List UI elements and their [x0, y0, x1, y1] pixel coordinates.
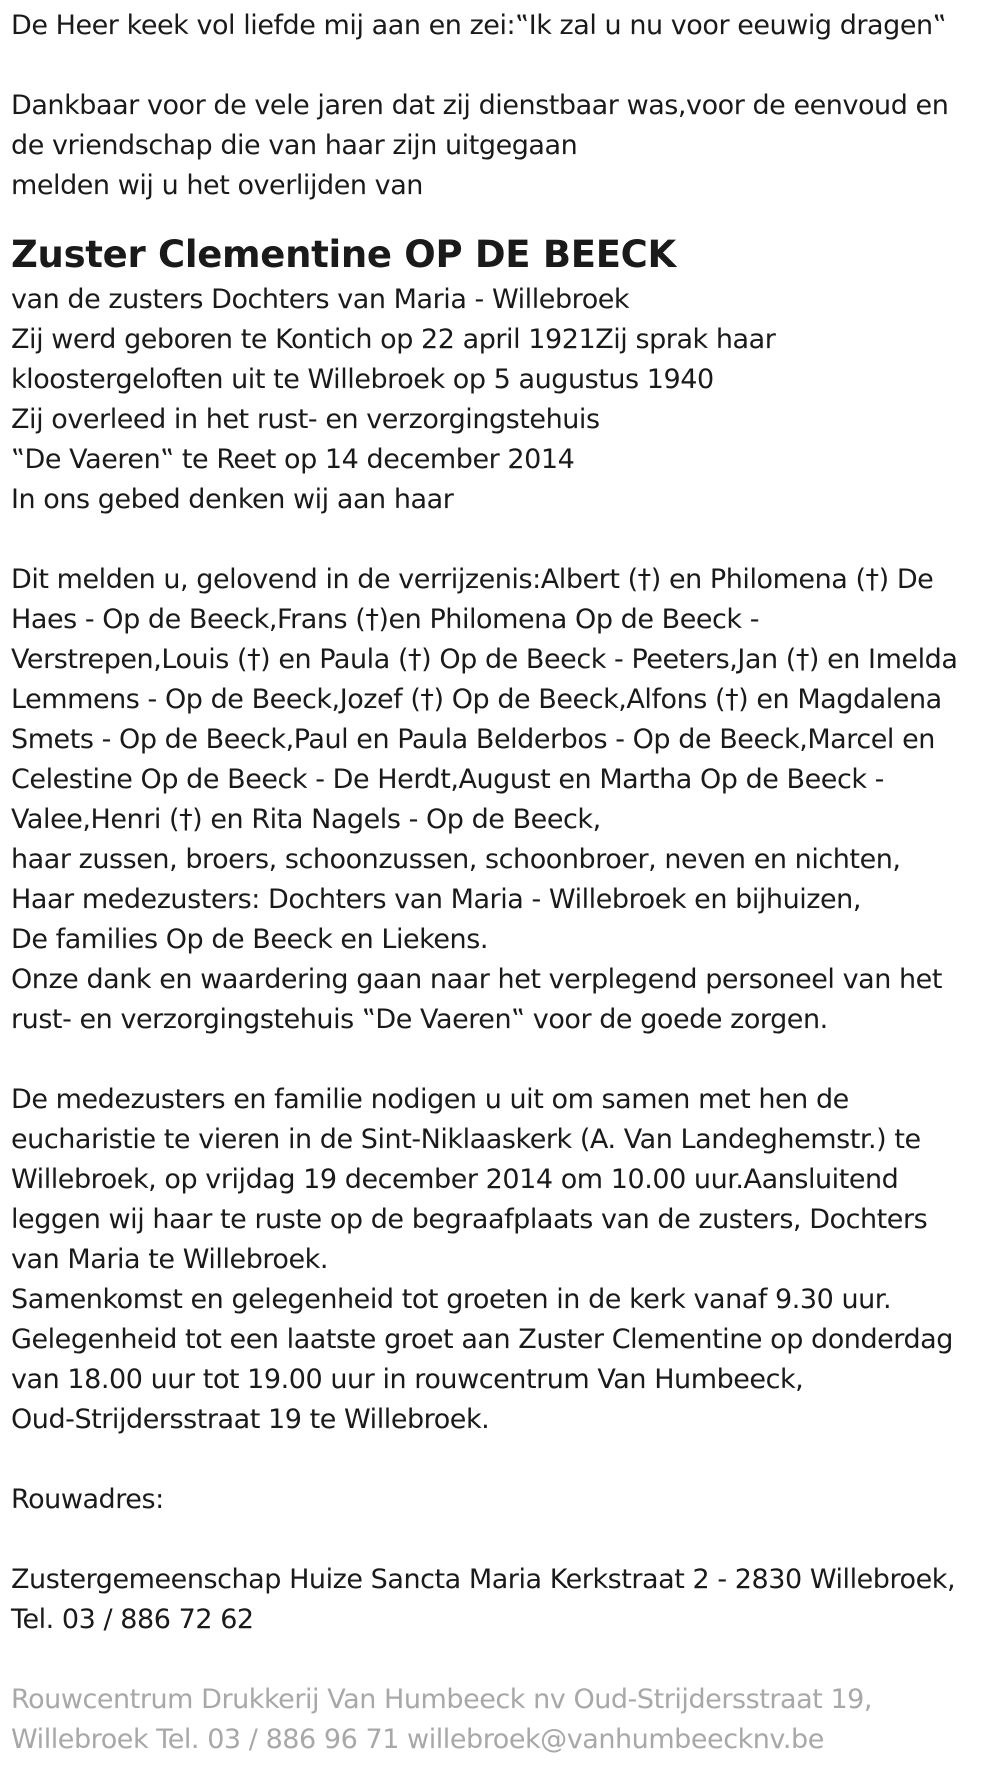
address-label: Rouwadres:	[11, 1484, 164, 1515]
address-section	[11, 1480, 996, 1680]
ceremony-line: Oud-Strijdersstraat 19 te Willebroek.	[11, 1404, 490, 1435]
deceased-detail-line: In ons gebed denken wij aan haar	[11, 484, 454, 515]
family-line: haar zussen, broers, schoonzussen, schoonbroer, neven en nichten,	[11, 844, 901, 875]
family-line: De families Op de Beeck en Liekens.	[11, 924, 488, 955]
ceremony-line: van Maria te Willebroek.	[11, 1244, 328, 1275]
family-line: Verstrepen,Louis (†) en Paula (†) Op de Beeck - Peeters,Jan (†) en Imelda	[11, 644, 958, 675]
ceremony-section	[11, 1080, 996, 1480]
deceased-section	[11, 230, 996, 560]
gratitude-line: de vriendschap die van haar zijn uitgegaan	[11, 130, 578, 161]
ceremony-line: Samenkomst en gelegenheid tot groeten in de kerk vanaf 9.30 uur.	[11, 1284, 892, 1315]
ceremony-line: De medezusters en familie nodigen u uit om samen met hen de	[11, 1084, 849, 1115]
obituary-notice	[11, 6, 996, 1760]
family-section	[11, 560, 996, 1080]
family-line: Haar medezusters: Dochters van Maria - Willebroek en bijhuizen,	[11, 884, 861, 915]
deceased-detail-line: kloostergeloften uit te Willebroek op 5 augustus 1940	[11, 364, 714, 395]
funeral-home-footer	[11, 1680, 996, 1760]
deceased-name: Zuster Clementine OP DE BEECK	[11, 233, 676, 276]
family-line: Onze dank en waardering gaan naar het verplegend personeel van het	[11, 964, 942, 995]
deceased-detail-line: van de zusters Dochters van Maria - Willebroek	[11, 284, 630, 315]
deceased-detail-line: Zij werd geboren te Kontich op 22 april 1921Zij sprak haar	[11, 324, 776, 355]
ceremony-line: Willebroek, op vrijdag 19 december 2014 om 10.00 uur.Aansluitend	[11, 1164, 899, 1195]
family-line: Haes - Op de Beeck,Frans (†)en Philomena Op de Beeck -	[11, 604, 760, 635]
family-line: Valee,Henri (†) en Rita Nagels - Op de Beeck,	[11, 804, 601, 835]
gratitude-line: melden wij u het overlijden van	[11, 170, 423, 201]
ceremony-line: eucharistie te vieren in de Sint-Niklaaskerk (A. Van Landeghemstr.) te	[11, 1124, 921, 1155]
family-line: Smets - Op de Beeck,Paul en Paula Belderbos - Op de Beeck,Marcel en	[11, 724, 935, 755]
address-line: Zustergemeenschap Huize Sancta Maria Kerkstraat 2 - 2830 Willebroek,	[11, 1564, 956, 1595]
ceremony-line: van 18.00 uur tot 19.00 uur in rouwcentrum Van Humbeeck,	[11, 1364, 804, 1395]
address-line: Tel. 03 / 886 72 62	[11, 1604, 254, 1635]
family-line: Lemmens - Op de Beeck,Jozef (†) Op de Beeck,Alfons (†) en Magdalena	[11, 684, 942, 715]
deceased-detail-line: ‟De Vaeren‟ te Reet op 14 december 2014	[11, 444, 575, 475]
deceased-detail-line: Zij overleed in het rust- en verzorgingstehuis	[11, 404, 600, 435]
family-line: Celestine Op de Beeck - De Herdt,August en Martha Op de Beeck -	[11, 764, 884, 795]
gratitude-line: Dankbaar voor de vele jaren dat zij dienstbaar was,voor de eenvoud en	[11, 90, 949, 121]
ceremony-line: leggen wij haar te ruste op de begraafplaats van de zusters, Dochters	[11, 1204, 928, 1235]
intro-section	[11, 6, 996, 226]
family-line: Dit melden u, gelovend in de verrijzenis:Albert (†) en Philomena (†) De	[11, 564, 934, 595]
footer-line: Rouwcentrum Drukkerij Van Humbeeck nv Oud-Strijdersstraat 19,	[11, 1684, 873, 1715]
bible-quote: De Heer keek vol liefde mij aan en zei:‟Ik zal u nu voor eeuwig dragen‟	[11, 10, 947, 41]
ceremony-line: Gelegenheid tot een laatste groet aan Zuster Clementine op donderdag	[11, 1324, 953, 1355]
family-line: rust- en verzorgingstehuis ‟De Vaeren‟ voor de goede zorgen.	[11, 1004, 828, 1035]
footer-line: Willebroek Tel. 03 / 886 96 71 willebroek@vanhumbeecknv.be	[11, 1724, 824, 1755]
